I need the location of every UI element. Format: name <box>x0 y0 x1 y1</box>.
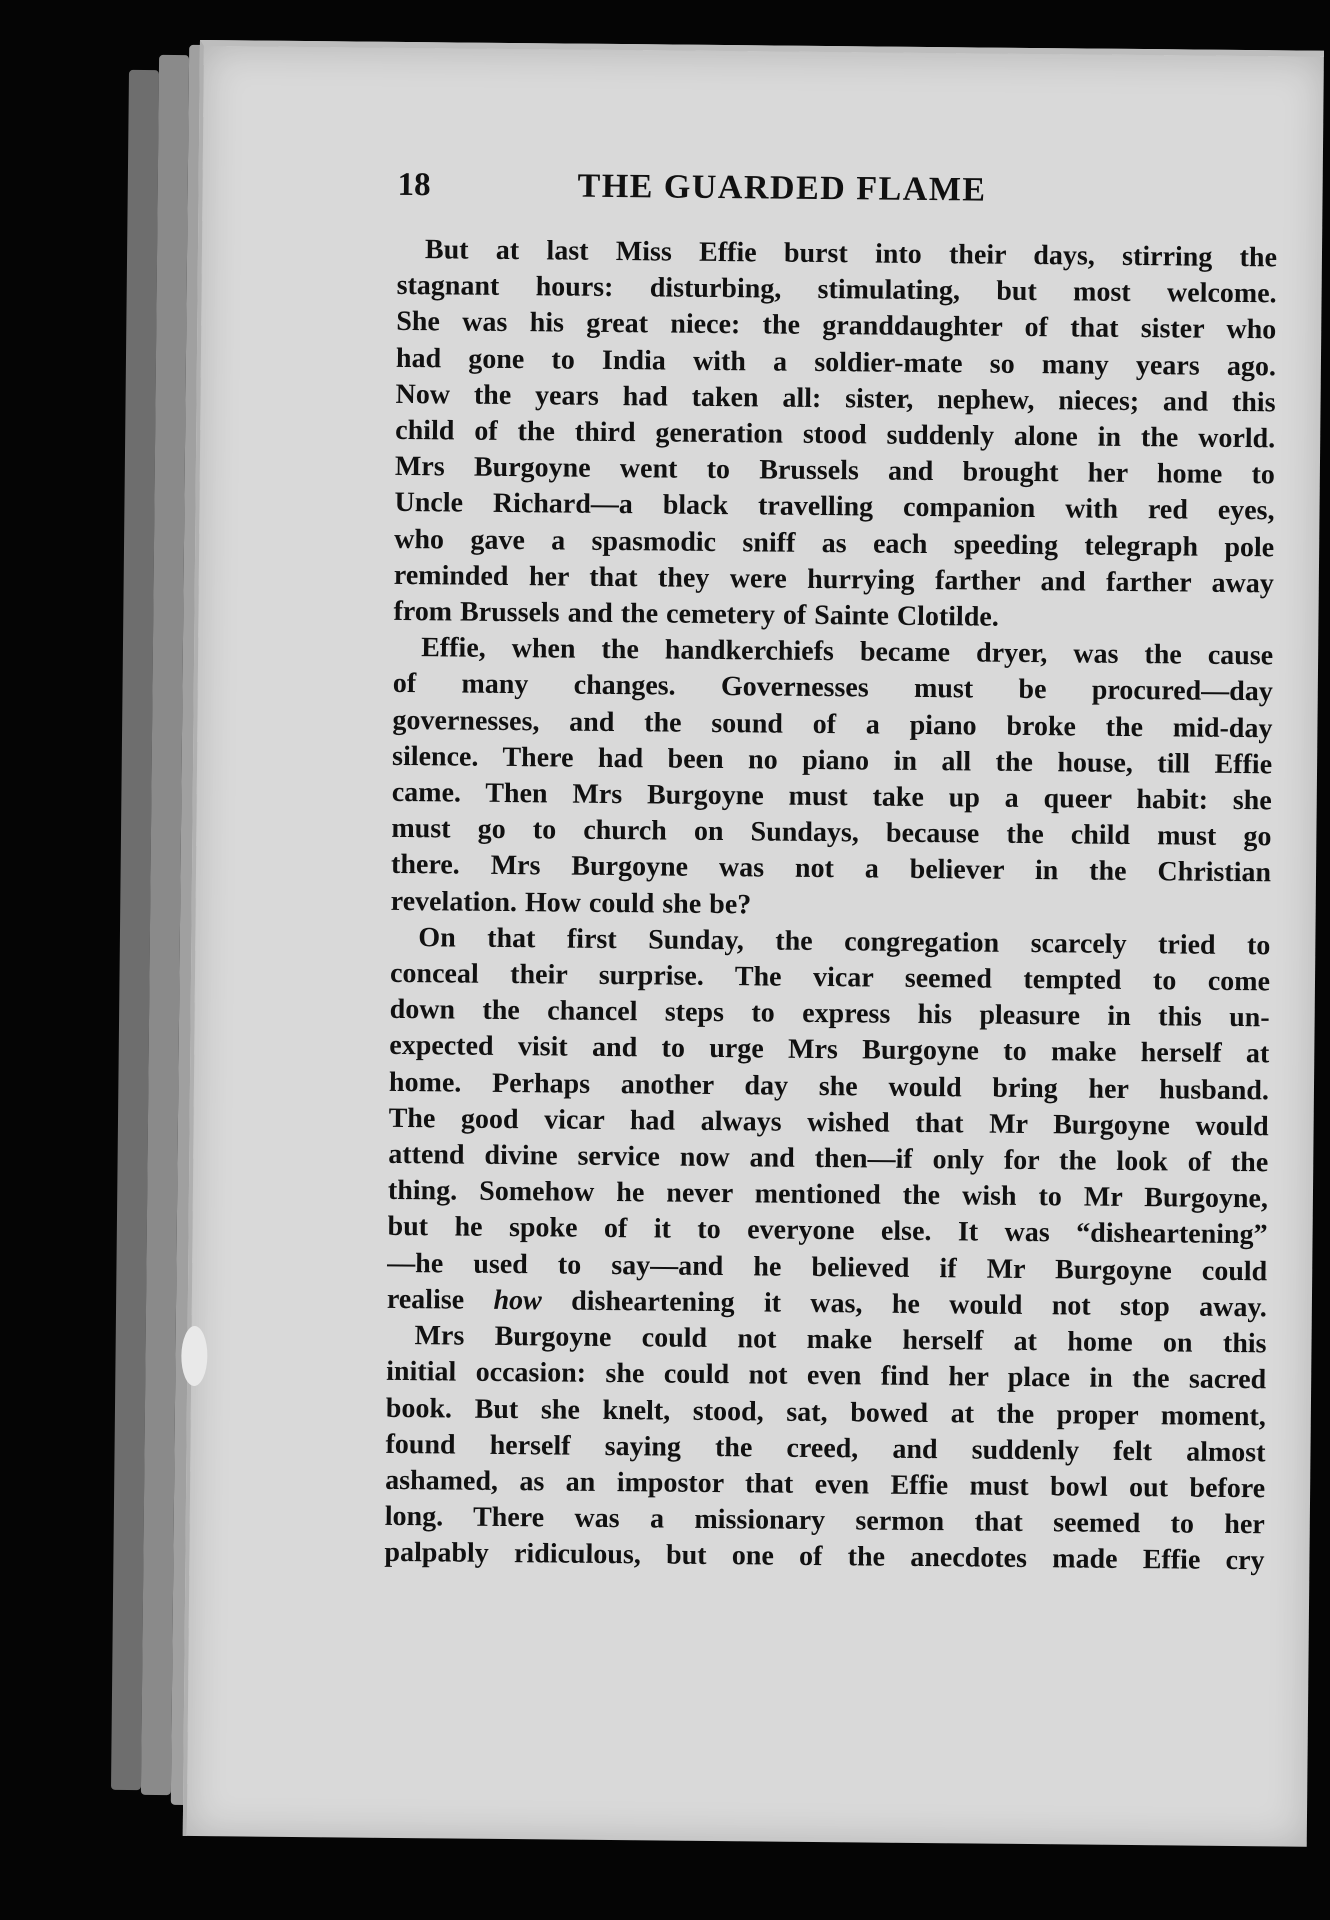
text-fragment: realise <box>386 1283 465 1316</box>
running-head <box>397 166 1278 234</box>
text-line: silence. There had been no piano in all the house, till Effie <box>391 740 1273 781</box>
text-line: Now the years had taken all: sister, nephew, nieces; and this <box>395 378 1276 419</box>
text-line: there. Mrs Burgoyne was not a believer in the Christian <box>390 849 1272 889</box>
text-line: governesses, and the sound of a piano broke the mid-day <box>392 704 1273 744</box>
text-line: expected visit and to urge Mrs Burgoyne to make herself at <box>389 1030 1270 1070</box>
text-fragment: disheartening it was, he would not stop away. <box>571 1285 1268 1324</box>
page-text-block <box>384 166 1277 1580</box>
paragraph <box>384 1318 1266 1580</box>
paragraph <box>393 232 1277 639</box>
text-line: Effie, when the handkerchiefs became dryer, was the cause <box>421 632 1274 672</box>
text-line: But at last Miss Effie burst into their days, stirring the <box>424 234 1278 274</box>
running-title: THE GUARDED FLAME <box>577 167 987 209</box>
text-line: ashamed, as an impostor that even Effie must bowl out before <box>385 1464 1266 1505</box>
text-line: had gone to India with a soldier-mate so many years ago. <box>395 342 1277 382</box>
text-line: home. Perhaps another day she would bring her husband. <box>388 1066 1270 1106</box>
text-line: down the chancel steps to express his pleasure in this un- <box>389 994 1270 1034</box>
text-line: revelation. How could she be? <box>390 885 752 920</box>
text-line: but he spoke of it to everyone else. It was “disheartening” <box>387 1211 1268 1251</box>
paragraph <box>391 630 1274 928</box>
text-line: thing. Somehow he never mentioned the wish to Mr Burgoyne, <box>387 1175 1269 1215</box>
text-line: On that first Sunday, the congregation scarcely tried to <box>418 921 1271 962</box>
text-line: stagnant hours: disturbing, stimulating, but most welcome. <box>396 270 1277 310</box>
text-line: —he used to say—and he believed if Mr Burgoyne could <box>387 1247 1268 1287</box>
italic-word: how <box>493 1284 542 1317</box>
paragraph <box>387 920 1271 1327</box>
text-line: conceal their surprise. The vicar seemed tempted to come <box>389 957 1271 998</box>
text-line: initial occasion: she could not even find her place in the sacred <box>386 1356 1267 1396</box>
text-line: long. There was a missionary sermon that seemed to her <box>384 1500 1265 1541</box>
book-page <box>183 40 1324 1847</box>
text-line: palpably ridiculous, but one of the anecdotes made Effie cry <box>384 1537 1265 1577</box>
text-line: Mrs Burgoyne went to Brussels and brought her home to <box>394 451 1276 491</box>
text-line: attend divine service now and then—if only for the look of the <box>388 1138 1269 1179</box>
text-line: Uncle Richard—a black travelling companion with red eyes, <box>394 487 1275 527</box>
text-line: from Brussels and the cemetery of Sainte Clotilde. <box>393 595 999 633</box>
text-line: book. But she knelt, stood, sat, bowed at the proper moment, <box>385 1392 1266 1432</box>
text-line: The good vicar had always wished that Mr Burgoyne would <box>388 1102 1269 1143</box>
text-line: of many changes. Governesses must be procured—day <box>392 668 1273 708</box>
text-line: child of the third generation stood suddenly alone in the world. <box>395 414 1276 455</box>
text-line: came. Then Mrs Burgoyne must take up a queer habit: she <box>391 776 1272 817</box>
text-line: found herself saying the creed, and suddenly felt almost <box>385 1428 1266 1468</box>
text-line: Mrs Burgoyne could not make herself at home on this <box>414 1320 1267 1360</box>
text-line: who gave a spasmodic sniff as each speeding telegraph pole <box>394 523 1275 563</box>
text-line: must go to church on Sundays, because the child must go <box>391 813 1272 853</box>
page-number: 18 <box>397 166 431 204</box>
paper-smudge <box>181 1326 208 1386</box>
text-line: She was his great niece: the granddaughter of that sister who <box>396 306 1277 346</box>
text-line: reminded her that they were hurrying farther and farther away <box>393 559 1274 600</box>
